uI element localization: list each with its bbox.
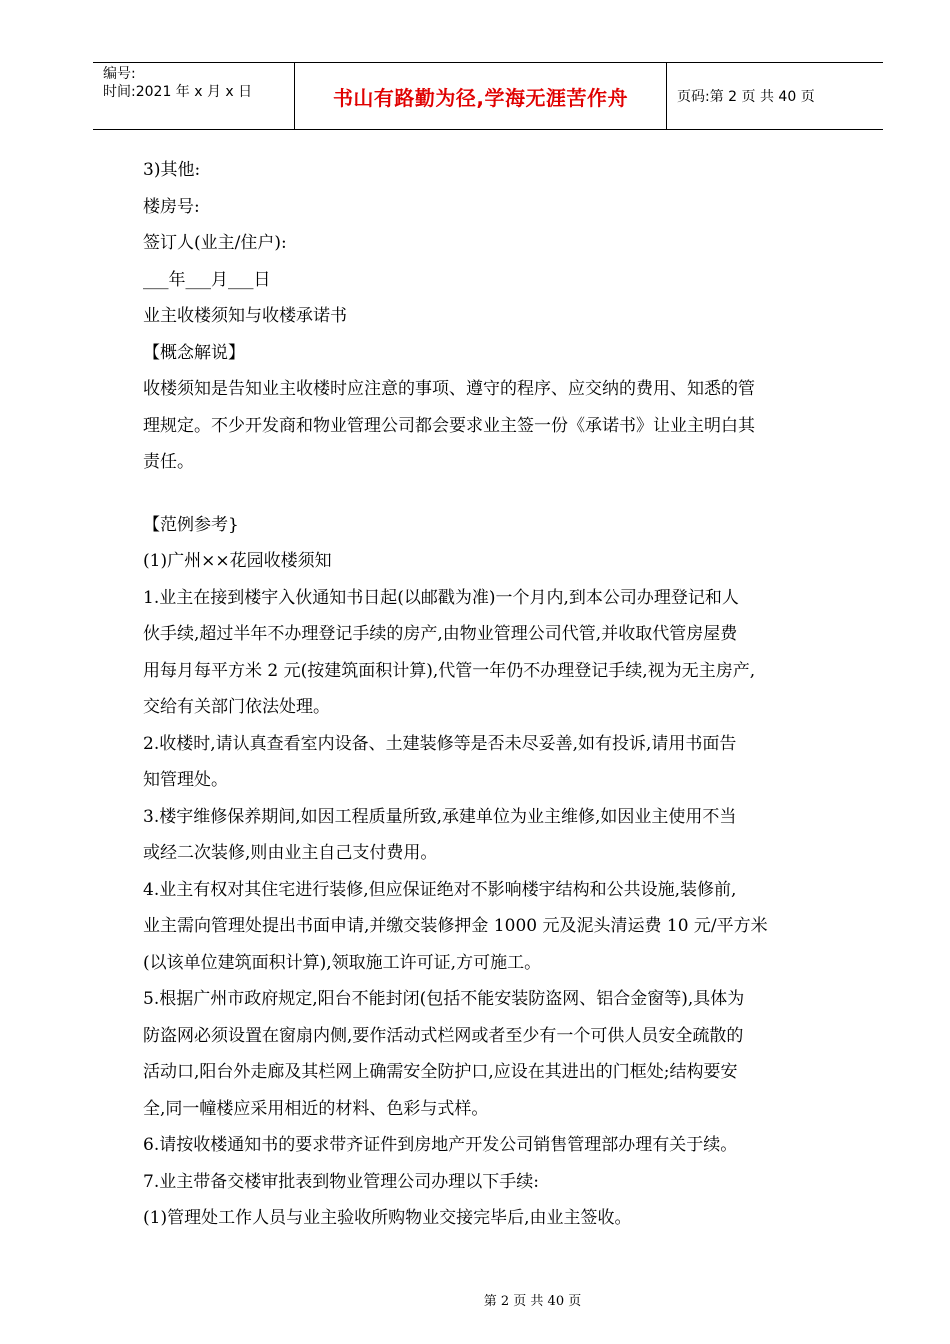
body-line: 收楼须知是告知业主收楼时应注意的事项、遵守的程序、应交纳的费用、知悉的管 [143, 379, 755, 399]
body-line: 7.业主带备交楼审批表到物业管理公司办理以下手续: [143, 1171, 539, 1192]
page-footer: 第 2 页 共 40 页 [483, 1294, 582, 1309]
body-line: 1.业主在接到楼宇入伙通知书日起(以邮戳为准)一个月内,到本公司办理登记和人 [143, 587, 739, 608]
body-line: (1)管理处工作人员与业主验收所购物业交接完毕后,由业主签收。 [143, 1208, 632, 1228]
body-line: ___年___月___日 [143, 269, 271, 290]
paragraph-gap [143, 481, 843, 507]
body-line: 知管理处。 [143, 770, 228, 790]
body-section-top [143, 152, 843, 481]
body-line: 交给有关部门依法处理。 [143, 697, 330, 717]
header-divider [666, 63, 667, 129]
body-line: 用每月每平方米 2 元(按建筑面积计算),代管一年仍不办理登记手续,视为无主房产, [143, 660, 756, 681]
page-header [93, 62, 883, 130]
header-page-info: 页码:第 2 页 共 40 页 [677, 89, 815, 105]
document-number-label: 编号: [103, 66, 136, 82]
body-line: 签订人(业主/住户): [143, 233, 287, 253]
body-line: 活动口,阳台外走廊及其栏网上确需安全防护口,应设在其进出的门框处;结构要安 [143, 1062, 738, 1082]
body-line: 全,同一幢楼应采用相近的材料、色彩与式样。 [143, 1098, 489, 1119]
body-line: 理规定。不少开发商和物业管理公司都会要求业主签一份《承诺书》让业主明白其 [143, 415, 755, 436]
body-line: 或经二次装修,则由业主自己支付费用。 [143, 843, 438, 863]
body-line: 伙手续,超过半年不办理登记手续的房产,由物业管理公司代管,并收取代管房屋费 [143, 624, 738, 644]
section-heading: 【范例参考} [143, 514, 239, 535]
document-body [143, 152, 843, 1237]
body-line: 6.请按收楼通知书的要求带齐证件到房地产开发公司销售管理部办理有关于续。 [143, 1135, 738, 1155]
header-slogan: 书山有路勤为径,学海无涯苦作舟 [332, 85, 629, 110]
section-heading: 业主收楼须知与收楼承诺书 [143, 306, 347, 326]
document-time-label: 时间:2021 年 x 月 x 日 [103, 84, 253, 100]
section-heading: 【概念解说】 [143, 342, 245, 363]
body-line: 防盗网必须设置在窗扇内侧,要作活动式栏网或者至少有一个可供人员安全疏散的 [143, 1025, 744, 1046]
body-line: 3)其他: [143, 160, 201, 180]
body-line: 5.根据广州市政府规定,阳台不能封闭(包括不能安装防盗网、铝合金窗等),具体为 [143, 989, 745, 1009]
body-line: 楼房号: [143, 196, 200, 217]
body-section-bottom [143, 507, 843, 1237]
body-line: 业主需向管理处提出书面申请,并缴交装修押金 1000 元及泥头清运费 10 元/平方米 [143, 916, 768, 936]
body-line: (以该单位建筑面积计算),领取施工许可证,方可施工。 [143, 952, 542, 973]
body-line: 责任。 [143, 452, 194, 472]
body-line: 4.业主有权对其住宅进行装修,但应保证绝对不影响楼宇结构和公共设施,装修前, [143, 879, 737, 900]
body-line: 2.收楼时,请认真查看室内设备、土建装修等是否未尽妥善,如有投诉,请用书面告 [143, 733, 737, 754]
header-left [103, 65, 293, 101]
section-heading: (1)广州××花园收楼须知 [143, 551, 332, 571]
body-line: 3.楼宇维修保养期间,如因工程质量所致,承建单位为业主维修,如因业主使用不当 [143, 806, 737, 827]
